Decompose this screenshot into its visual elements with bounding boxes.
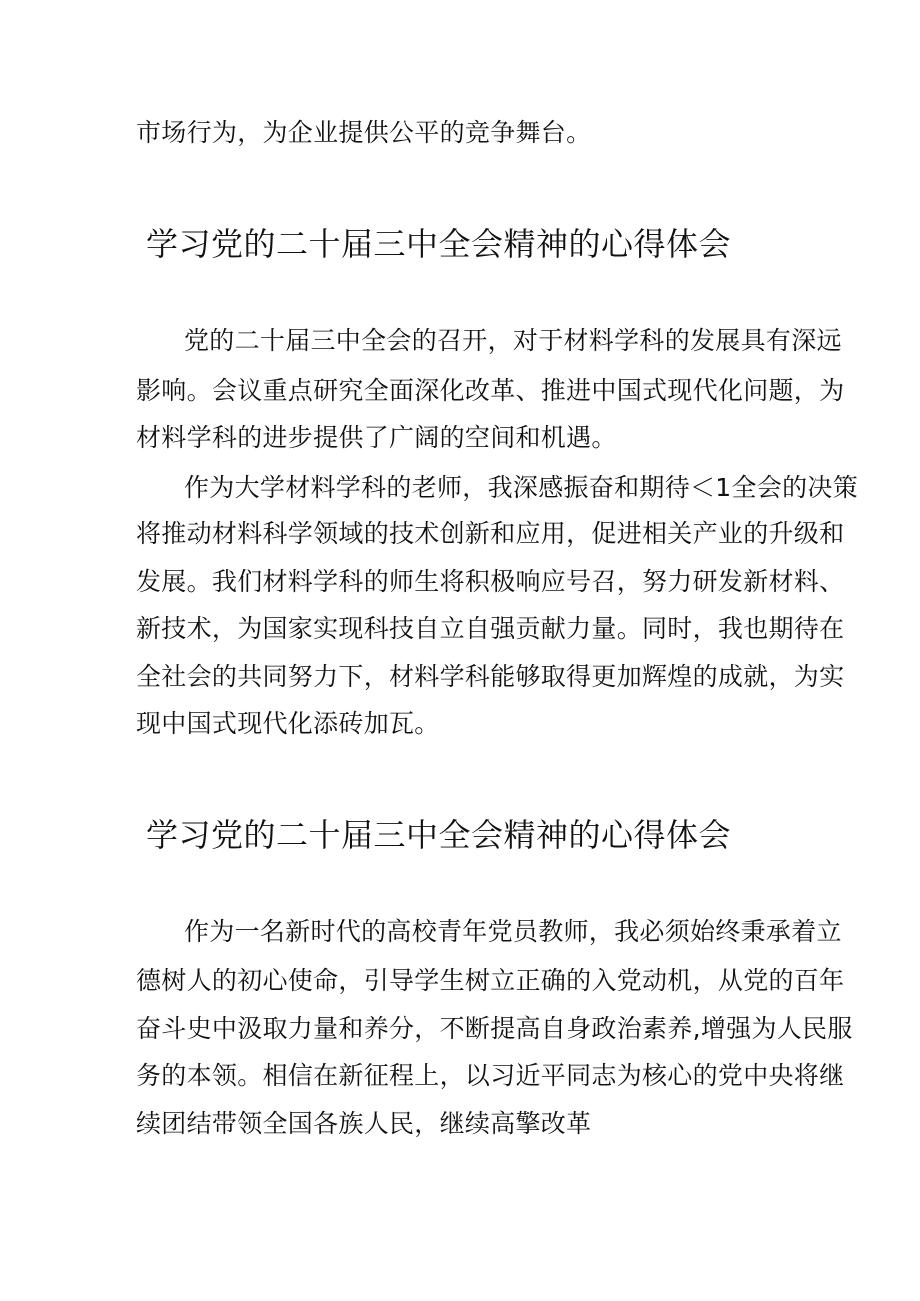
- paragraph-line: 德树人的初心使命，引导学生树立正确的入党动机，从党的百年: [136, 966, 845, 995]
- paragraph-line: 发展。我们材料学科的师生将积极响应号召，努力研发新材料、: [136, 567, 845, 596]
- paragraph-line: 奋斗史中汲取力量和养分，不断提高自身政治素养,增强为人民服: [136, 1014, 853, 1043]
- continuation-line: 市场行为，为企业提供公平的竞争舞台。: [136, 118, 592, 147]
- paragraph-line: 现中国式现代化添砖加瓦。: [136, 709, 440, 738]
- paragraph-line: 新技术，为国家实现科技自立自强贡献力量。同时，我也期待在: [136, 614, 845, 643]
- paragraph-line: 作为大学材料学科的老师，我深感振奋和期待＜1全会的决策: [184, 473, 859, 502]
- paragraph-line: 务的本领。相信在新征程上，以习近平同志为核心的党中央将继: [136, 1061, 845, 1090]
- paragraph-line: 党的二十届三中全会的召开，对于材料学科的发展具有深远: [184, 326, 842, 355]
- section-2-title: 学习党的二十届三中全会精神的心得体会: [146, 816, 732, 854]
- section-1-title: 学习党的二十届三中全会精神的心得体会: [146, 225, 732, 263]
- paragraph-line: 作为一名新时代的高校青年党员教师，我必须始终秉承着立: [184, 917, 842, 946]
- paragraph-line: 续团结带领全国各族人民，继续高擎改革: [136, 1109, 592, 1138]
- paragraph-line: 材料学科的进步提供了广阔的空间和机遇。: [136, 423, 617, 452]
- paragraph-line: 全社会的共同努力下，材料学科能够取得更加辉煌的成就，为实: [136, 662, 845, 691]
- paragraph-line: 影响。会议重点研究全面深化改革、推进中国式现代化问题，为: [136, 376, 845, 405]
- paragraph-line: 将推动材料科学领域的技术创新和应用，促进相关产业的升级和: [136, 519, 845, 548]
